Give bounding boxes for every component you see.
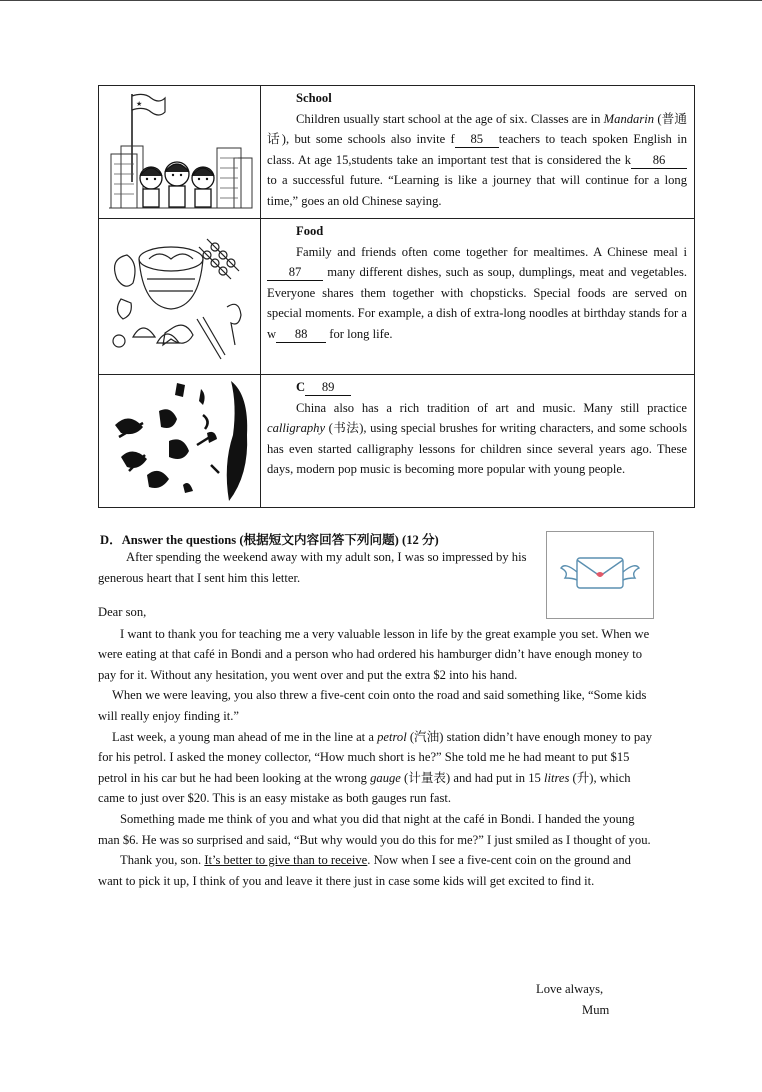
underlined-phrase: It’s better to give than to receive bbox=[204, 853, 368, 868]
blank-87[interactable]: 87 bbox=[267, 265, 323, 281]
text-span: China also has a rich tradition of art and music. Many still practice bbox=[296, 400, 687, 415]
section-d-label: D．Answer the questions (根据短文内容回答下列问题) bbox=[100, 533, 399, 547]
letter-closing: Love always, bbox=[536, 982, 604, 996]
italic-word: gauge bbox=[370, 770, 401, 785]
school-paragraph bbox=[267, 109, 687, 212]
food-paragraph bbox=[267, 242, 687, 345]
svg-text:★: ★ bbox=[136, 100, 143, 108]
italic-word: litres bbox=[543, 770, 570, 785]
food-image bbox=[99, 219, 261, 375]
culture-text-cell bbox=[261, 375, 695, 508]
letter-body bbox=[98, 602, 658, 891]
text-span: (汽油) station didn’t have enough money to pay for his petrol. I asked the money collector, “How much short is he?” She told me he had meant to put $15 petrol in his car but he had been looking at the wrong bbox=[98, 729, 653, 785]
school-text-cell bbox=[261, 86, 695, 219]
text-span: Thank you, son. bbox=[120, 853, 205, 868]
italic-word: calligraphy bbox=[267, 421, 326, 436]
culture-paragraph bbox=[267, 398, 687, 480]
text-span: (计量表) and had put in 15 bbox=[400, 770, 544, 785]
italic-word: petrol bbox=[377, 729, 407, 744]
culture-title bbox=[267, 377, 687, 398]
blank-85[interactable]: 85 bbox=[455, 132, 499, 148]
section-d-heading bbox=[100, 529, 439, 548]
letter-paragraph-3 bbox=[98, 727, 658, 809]
text-span: many different dishes, such as soup, dumplings, meat and vegetables. Everyone shares them together with chopsticks. Special foods are served on special moments. For example, a dish of extra-long noodles at birthday stands for a w bbox=[267, 265, 687, 341]
letter-paragraph-5 bbox=[98, 850, 658, 891]
letter-paragraph-4: Something made me think of you and what you did that night at the café in Bondi. I handed the young man $6. He was so surprised and said, “But why would you do this for me?” I just smiled as I thought of you. bbox=[98, 811, 651, 847]
intro-text: After spending the weekend away with my adult son, I was so impressed by his generous heart that I sent him this letter. bbox=[98, 550, 527, 585]
school-image bbox=[99, 86, 261, 219]
italic-word: Mandarin bbox=[603, 111, 655, 126]
text-span: (普通话), but some schools also invite f bbox=[267, 111, 687, 147]
letter-greeting: Dear son, bbox=[98, 605, 147, 619]
food-text-cell bbox=[261, 219, 695, 375]
table-row-food bbox=[99, 219, 695, 375]
text-span: Children usually start school at the age of six. Classes are in bbox=[296, 111, 604, 126]
calligraphy-image bbox=[99, 375, 261, 508]
text-span: Family and friends often come together for mealtimes. A Chinese meal i bbox=[296, 244, 687, 259]
blank-88[interactable]: 88 bbox=[276, 327, 326, 343]
table-row-culture bbox=[99, 375, 695, 508]
letter-signoff bbox=[536, 979, 609, 1021]
letter-paragraph-1: I want to thank you for teaching me a very valuable lesson in life by the great example you set. When we were eating at that café in Bondi and a person who had ordered his hamburger didn’t have enough money to pay for it. Without any hesitation, you went over and put the extra $2 into his hand. bbox=[98, 626, 650, 682]
section-d-intro bbox=[98, 547, 538, 589]
blank-86[interactable]: 86 bbox=[631, 153, 687, 169]
school-title: School bbox=[296, 91, 332, 105]
section-d-points: (12 分) bbox=[402, 533, 439, 547]
text-span: (书法), using special brushes for writing characters, and some schools has even started calligraphy lessons for children since several years ago. These days, modern pop music is becoming more popular with young people. bbox=[267, 421, 687, 477]
title-prefix: C bbox=[296, 380, 306, 394]
blank-89[interactable]: 89 bbox=[305, 380, 351, 396]
page-top-border bbox=[0, 0, 762, 1]
table-row-school bbox=[99, 86, 695, 219]
text-span: Last week, a young man ahead of me in the line at a bbox=[112, 729, 378, 744]
text-span: teachers to teach spoken English in class. At age 15,students take an important test that is considered the k bbox=[267, 132, 687, 167]
food-title: Food bbox=[296, 224, 324, 238]
text-span: (升), which came to just over $20. This is an easy mistake as both gauges run fast. bbox=[98, 770, 631, 806]
letter-signature: Mum bbox=[582, 1003, 610, 1017]
letter-paragraph-2: When we were leaving, you also threw a five-cent coin onto the road and said something like, “Some kids will really enjoy finding it.” bbox=[98, 688, 647, 723]
text-span: . Now when I see a five-cent coin on the ground and want to pick it up, I think of you and leave it there just in case some kids will get excited to find it. bbox=[98, 853, 631, 888]
text-span: for long life. bbox=[326, 326, 393, 341]
text-span: to a successful future. “Learning is like a journey that will continue for a long time,” goes an old Chinese saying. bbox=[267, 173, 687, 208]
info-table bbox=[98, 85, 695, 508]
